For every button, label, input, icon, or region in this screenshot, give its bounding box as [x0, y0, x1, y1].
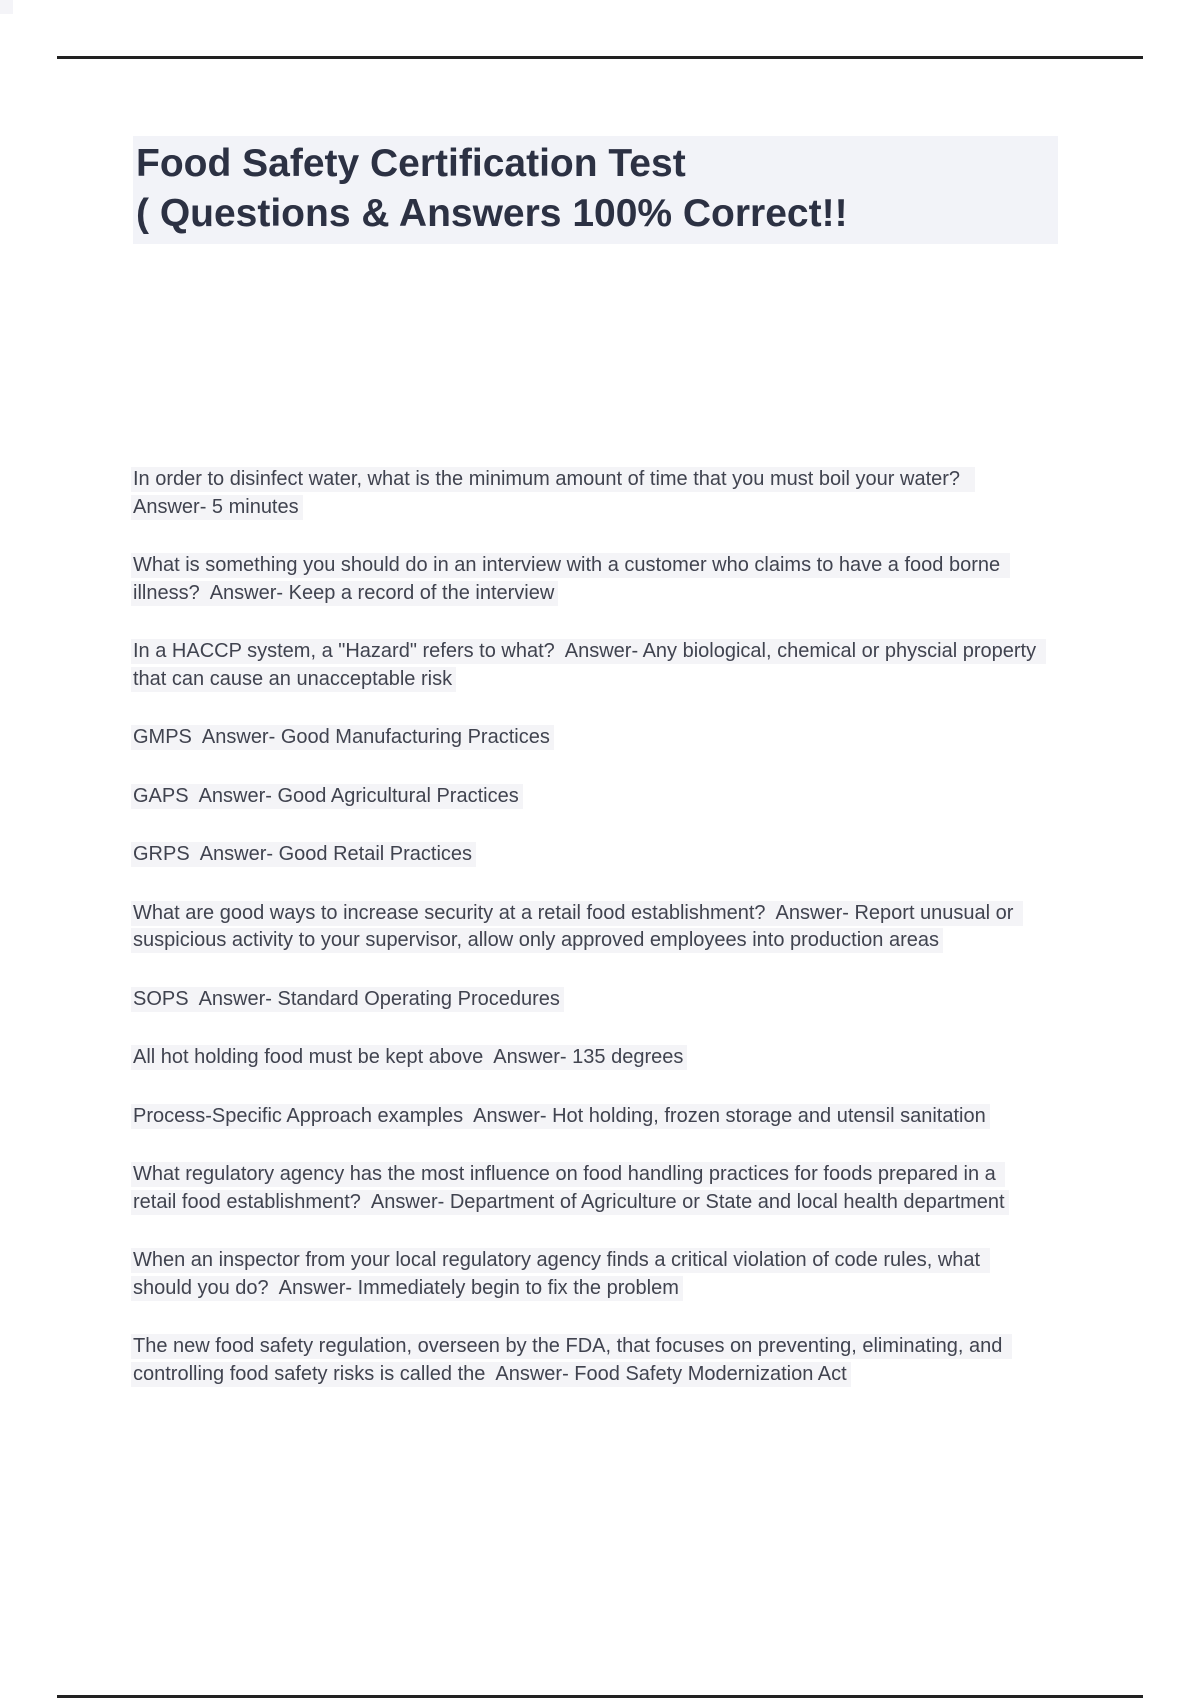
qa-text: GAPS Answer- Good Agricultural Practices — [131, 784, 523, 809]
qa-paragraph — [133, 841, 1038, 869]
corner-artifact — [0, 0, 13, 14]
qa-paragraph — [133, 1161, 1038, 1216]
qa-paragraph — [133, 1044, 1038, 1072]
qa-list — [133, 466, 1042, 1419]
qa-text: What regulatory agency has the most influence on food handling practices for foods prepared in a retail food establishment? Answer- Department of Agriculture or State and local health department — [131, 1162, 1009, 1215]
qa-paragraph — [133, 724, 1038, 752]
qa-paragraph — [133, 1333, 1038, 1388]
qa-paragraph — [133, 1103, 1038, 1131]
title-line-1: Food Safety Certification Test — [136, 142, 686, 185]
qa-paragraph — [133, 466, 1038, 521]
bottom-rule — [57, 1695, 1143, 1698]
qa-paragraph — [133, 638, 1042, 693]
qa-text: In a HACCP system, a "Hazard" refers to what? Answer- Any biological, chemical or physcial property that can cause an unacceptable risk — [131, 639, 1046, 692]
qa-paragraph — [133, 783, 1038, 811]
qa-paragraph — [133, 900, 1038, 955]
qa-text: The new food safety regulation, overseen by the FDA, that focuses on preventing, eliminating, and controlling food safety risks is called the Answer- Food Safety Modernization Act — [131, 1334, 1012, 1387]
top-rule — [57, 56, 1143, 59]
qa-text: In order to disinfect water, what is the minimum amount of time that you must boil your water? Answer- 5 minutes — [131, 467, 975, 520]
qa-paragraph — [133, 986, 1038, 1014]
title-line-2: ( Questions & Answers 100% Correct!! — [136, 192, 848, 235]
qa-text: Process-Specific Approach examples Answer- Hot holding, frozen storage and utensil sanitation — [131, 1104, 990, 1129]
qa-paragraph — [133, 552, 1038, 607]
qa-text: What are good ways to increase security at a retail food establishment? Answer- Report unusual or suspicious activity to your supervisor, allow only approved employees into production areas — [131, 901, 1023, 954]
qa-text: All hot holding food must be kept above Answer- 135 degrees — [131, 1045, 687, 1070]
qa-text: What is something you should do in an interview with a customer who claims to have a food borne illness? Answer- Keep a record of the interview — [131, 553, 1010, 606]
qa-paragraph — [133, 1247, 1038, 1302]
qa-text: GRPS Answer- Good Retail Practices — [131, 842, 476, 867]
qa-text: GMPS Answer- Good Manufacturing Practices — [131, 725, 554, 750]
qa-text: When an inspector from your local regulatory agency finds a critical violation of code rules, what should you do? Answer- Immediately begin to fix the problem — [131, 1248, 990, 1301]
qa-text: SOPS Answer- Standard Operating Procedures — [131, 987, 564, 1012]
document-title — [133, 136, 1058, 244]
